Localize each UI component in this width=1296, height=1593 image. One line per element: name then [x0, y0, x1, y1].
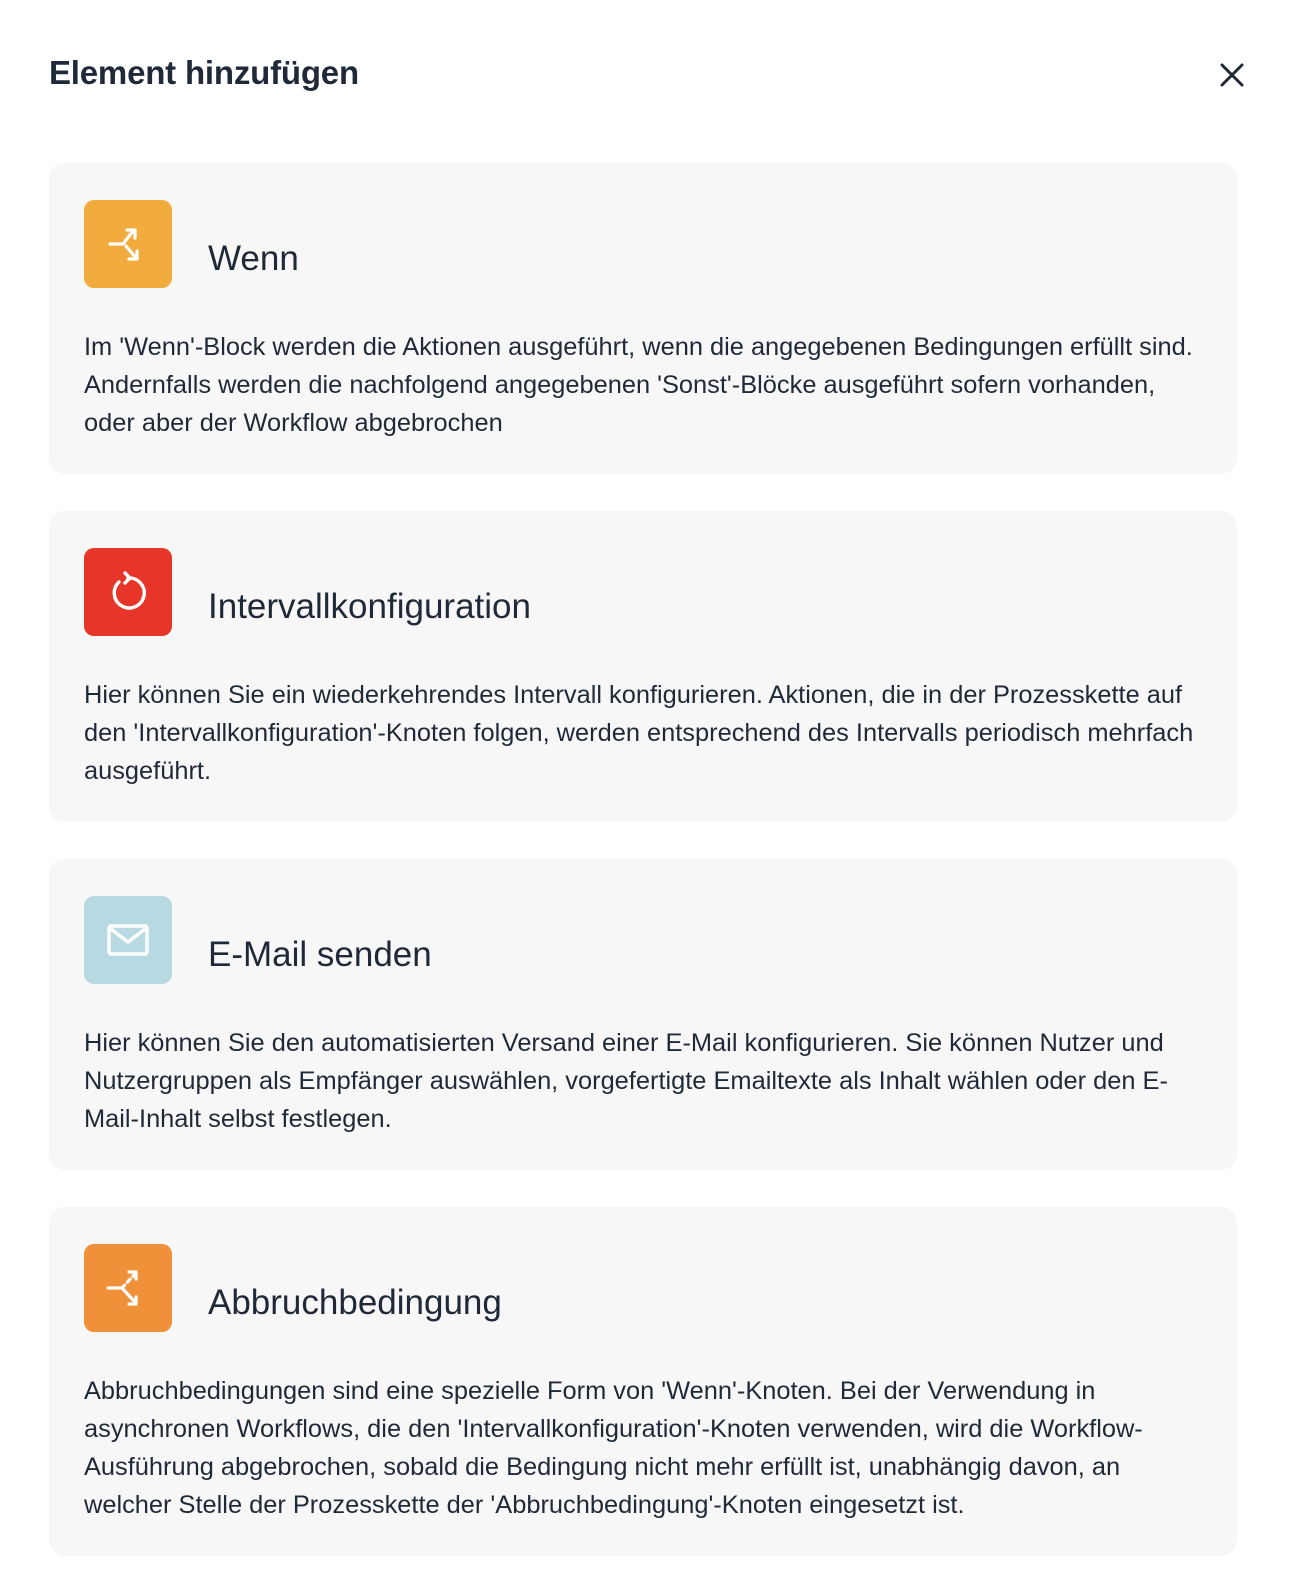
rotate-left-icon: [84, 548, 172, 636]
branch-arrows-icon: [84, 200, 172, 288]
element-description: Hier können Sie den automatisierten Versand einer E-Mail konfigurieren. Sie können Nutzer und Nutzergruppen als Empfänger auswählen, vorgefertigte Emailtexte als Inhalt wählen oder den E-Mail-Inhalt selbst festlegen.: [84, 1029, 1168, 1133]
element-title: Abbruchbedingung: [208, 1283, 502, 1322]
element-title: Intervallkonfiguration: [208, 587, 531, 626]
dialog-title: Element hinzufügen: [49, 54, 359, 91]
element-card-wenn[interactable]: [49, 163, 1237, 474]
element-card-abbruchbedingung[interactable]: [49, 1207, 1237, 1556]
element-description: Abbruchbedingungen sind eine spezielle Form von 'Wenn'-Knoten. Bei der Verwendung in asynchronen Workflows, die den 'Intervallkonfiguration'-Knoten verwenden, wird die Workflow-Ausführung abgebrochen, sobald die Bedingung nicht mehr erfüllt ist, unabhängig davon, an welcher Stelle der Prozesskette der 'Abbruchbedingung'-Knoten eingesetzt ist.: [84, 1377, 1143, 1519]
element-description: Hier können Sie ein wiederkehrendes Intervall konfigurieren. Aktionen, die in der Prozesskette auf den 'Intervallkonfiguration'-Knoten folgen, werden entsprechend des Intervalls periodisch mehrfach ausgeführt.: [84, 681, 1194, 785]
element-title: Wenn: [208, 239, 299, 278]
dialog-header: [49, 50, 1249, 100]
element-description: Im 'Wenn'-Block werden die Aktionen ausgeführt, wenn die angegebenen Bedingungen erfüllt sind. Andernfalls werden die nachfolgend angegebenen 'Sonst'-Blöcke ausgeführt sofern vorhanden, oder aber der Workflow abgebrochen: [84, 333, 1193, 437]
envelope-icon: [84, 896, 172, 984]
element-card-intervallkonfiguration[interactable]: [49, 511, 1237, 822]
element-title: E-Mail senden: [208, 935, 432, 974]
split-arrows-icon: [84, 1244, 172, 1332]
close-button[interactable]: [1215, 58, 1249, 92]
element-list: [49, 163, 1237, 1593]
close-icon[interactable]: [1215, 58, 1249, 92]
element-card-email-senden[interactable]: [49, 859, 1237, 1170]
